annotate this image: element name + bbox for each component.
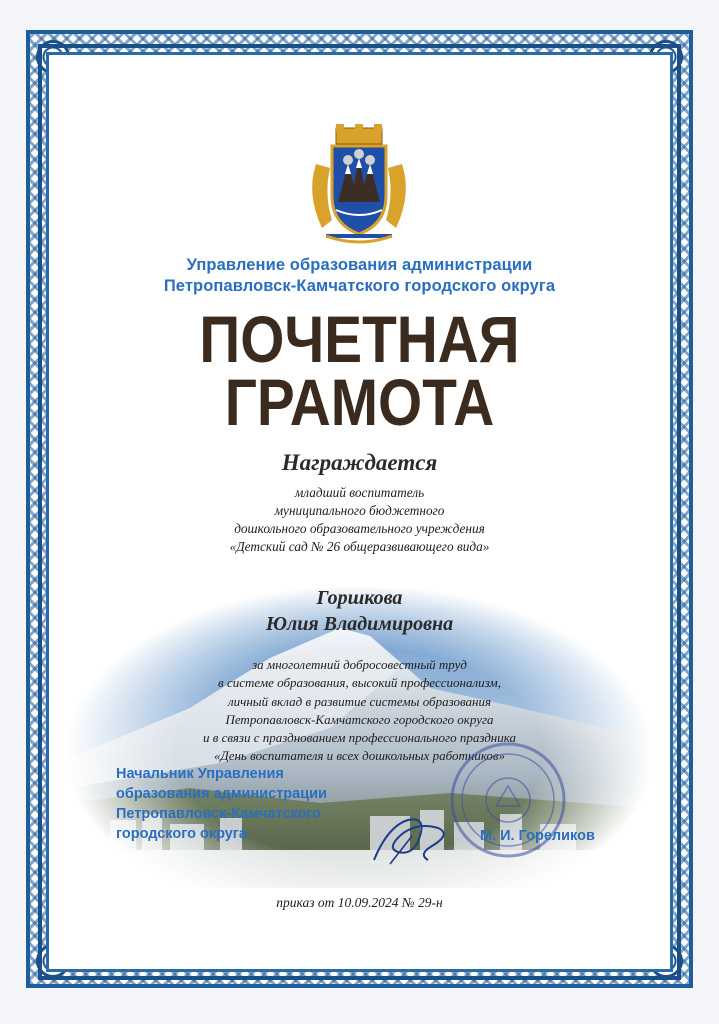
- reason-block: [0, 656, 719, 766]
- coat-of-arms-icon: [296, 124, 422, 250]
- reason-line: и в связи с празднованием профессионального праздника: [202, 730, 517, 746]
- reason-line: Петропавловск-Камчатского городского округа: [225, 711, 494, 727]
- signatory-title-line: Петропавловск-Камчатского: [116, 806, 322, 822]
- signatory-title-line: Начальник Управления: [116, 766, 284, 782]
- position-line: муниципального бюджетного: [274, 503, 445, 518]
- signatory-title-line: образования администрации: [116, 786, 327, 802]
- department-line-1: Управление образования администрации: [186, 256, 533, 274]
- awarded-label: Награждается: [281, 450, 438, 475]
- signatory-title: [116, 764, 327, 844]
- reason-line: в системе образования, высокий профессионализм,: [218, 675, 501, 691]
- department-line-2: Петропавловск-Камчатского городского округа: [163, 277, 556, 295]
- signatory-name: М. И. Гореликов: [480, 828, 595, 844]
- signature-icon: [368, 806, 458, 868]
- certificate-title-line-1: ПОЧЕТНАЯ: [199, 302, 520, 376]
- position-line: «Детский сад № 26 общеразвивающего вида»: [229, 539, 490, 554]
- position-line: младший воспитатель: [294, 485, 425, 500]
- reason-line: личный вклад в развитие системы образования: [227, 693, 492, 709]
- reason-line: за многолетний добросовестный труд: [252, 657, 467, 672]
- position-line: дошкольного образовательного учреждения: [234, 521, 485, 536]
- recipient-surname: Горшкова: [316, 587, 403, 609]
- position-block: [0, 484, 719, 556]
- signatory-title-line: городского округа: [116, 826, 247, 842]
- order-reference: приказ от 10.09.2024 № 29-н: [276, 895, 443, 910]
- certificate-title-line-2: ГРАМОТА: [224, 365, 495, 439]
- reason-line: «День воспитателя и всех дошкольных работников»: [213, 748, 506, 764]
- recipient-given-names: Юлия Владимировна: [265, 613, 454, 635]
